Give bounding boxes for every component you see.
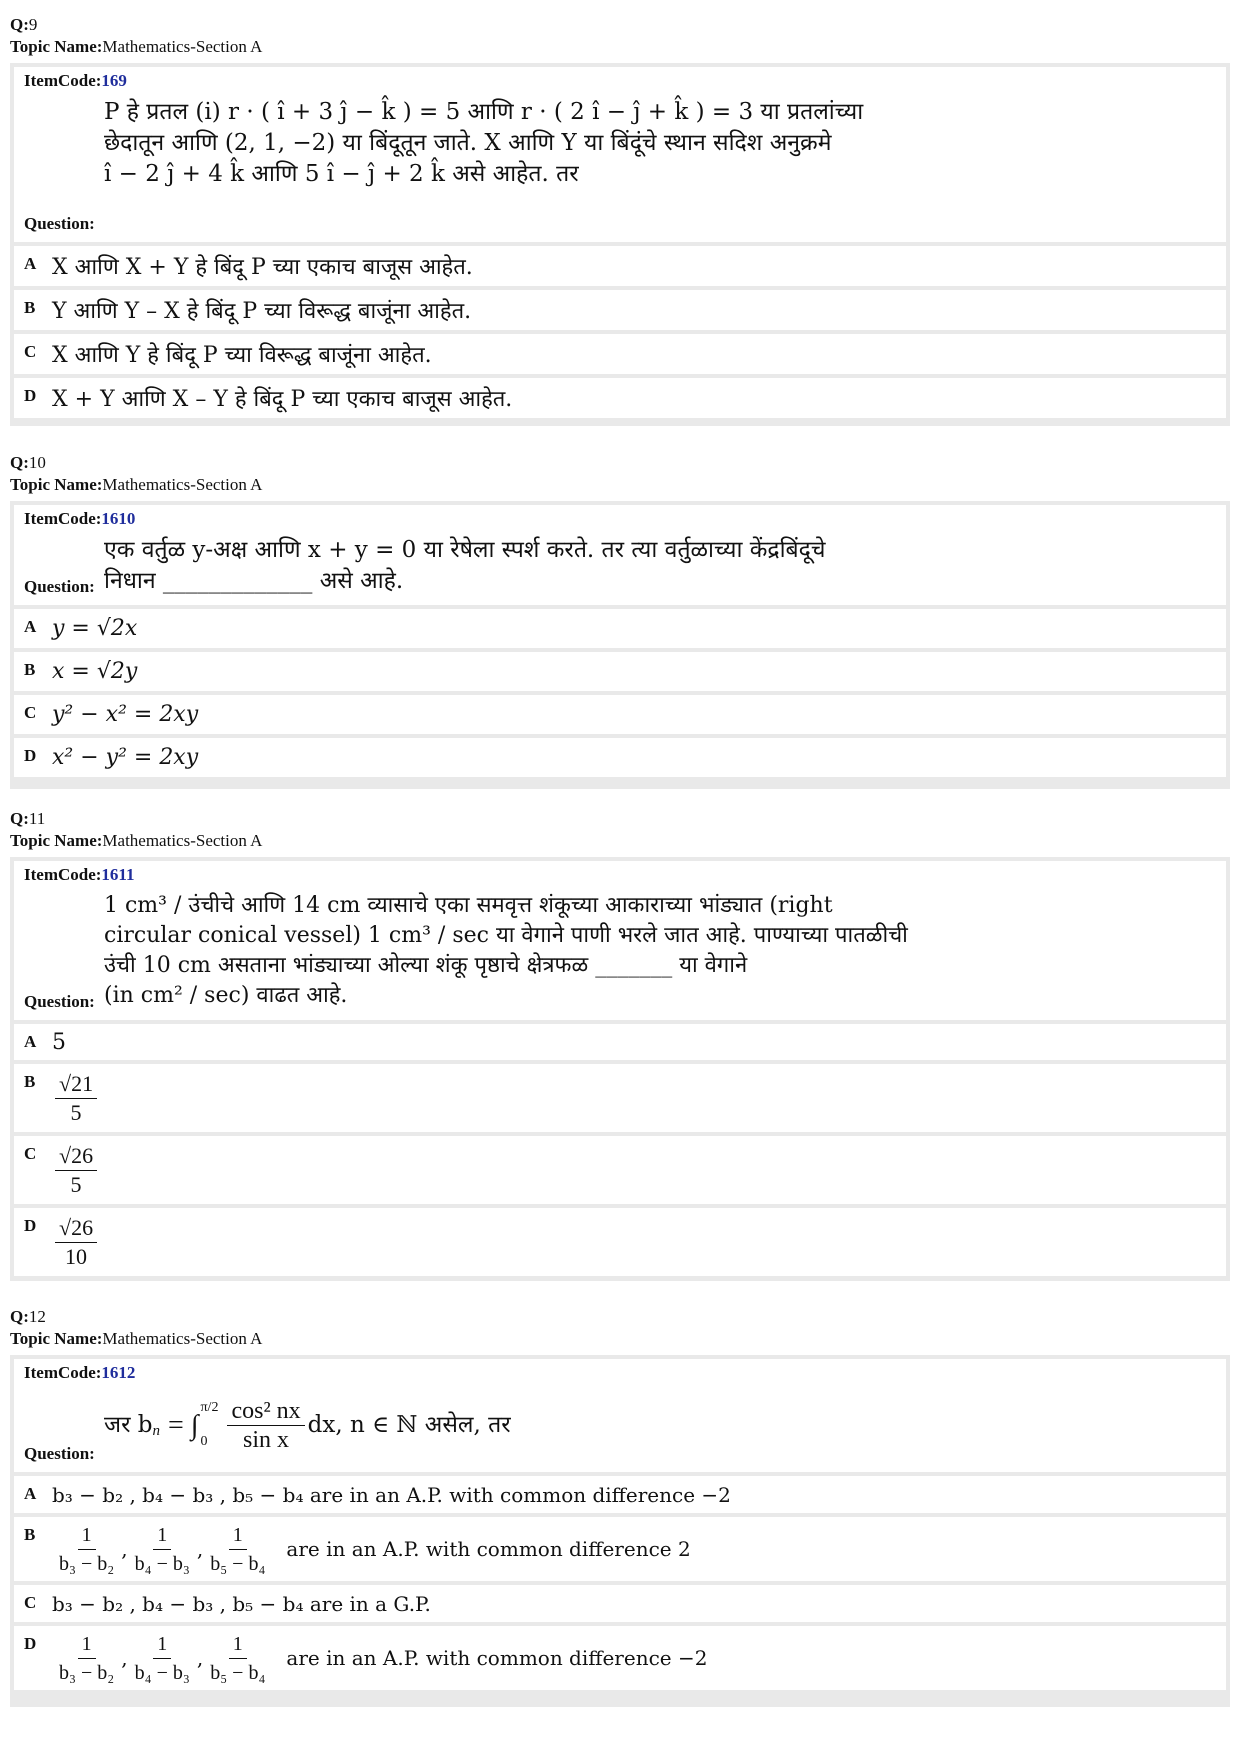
question-label: Question:: [24, 214, 95, 233]
option-a[interactable]: A b₃ − b₂ , b₄ − b₃ , b₅ − b₄ are in an A.P. with common difference −2: [14, 1476, 1226, 1513]
question-card: [10, 857, 1230, 1281]
question-card: [10, 63, 1230, 426]
question-header: Q:11 Topic Name:Mathematics-Section A: [10, 809, 263, 850]
option-b[interactable]: B Y आणि Y – X हे बिंदू P च्या विरूद्ध बाजूंना आहेत.: [14, 290, 1226, 330]
question-label: Question:: [24, 1444, 95, 1463]
question-card: [10, 501, 1230, 789]
fraction: $\frac{√26}{5}$: [55, 1142, 97, 1199]
option-a[interactable]: A y = √2x: [14, 609, 1226, 648]
topic-name: Mathematics-Section A: [102, 475, 263, 494]
option-b[interactable]: B x = √2y: [14, 652, 1226, 691]
topic-name: Mathematics-Section A: [102, 37, 263, 56]
question-header: Q:10 Topic Name:Mathematics-Section A: [10, 453, 263, 494]
item-code: ItemCode:1611: [24, 865, 135, 884]
question-header: Q:9 Topic Name:Mathematics-Section A: [10, 15, 263, 56]
option-b[interactable]: B $\frac{1}{\text{b₃ − b₂}}$ , $\frac{1}{\text{b₄ − b₃}}$ , $\frac{1}{\text{b₅ − b₄}}$ are in an A.P. with common difference 2: [14, 1517, 1226, 1581]
option-d[interactable]: D $\frac{√26}{10}$: [14, 1208, 1226, 1276]
question-label: Question:: [24, 577, 95, 596]
question-card: [10, 1355, 1230, 1707]
fraction: $\frac{√26}{10}$: [55, 1214, 97, 1271]
question-number: 12: [28, 1307, 46, 1326]
option-a[interactable]: A X आणि X + Y हे बिंदू P च्या एकाच बाजूस आहेत.: [14, 246, 1226, 286]
question-text: 1 cm³ / उंचीचे आणि 14 cm व्यासाचे एका समवृत्त शंकूच्या आकाराच्या भांड्यात (right circular conical vessel) 1 cm³ / sec या वेगाने पाणी भरले जात आहे. पाण्याच्या पातळीची उंची 10 cm असताना भांड्याच्या ओल्या शंकू पृष्ठाचे क्षेत्रफळ _______ या वेगाने (in cm² / sec) वाढत आहे.: [104, 893, 908, 1008]
fraction: $\frac{\text{cos² nx}}{\text{sin x}}$: [227, 1397, 304, 1454]
option-d[interactable]: D X + Y आणि X – Y हे बिंदू P च्या एकाच बाजूस आहेत.: [14, 378, 1226, 418]
option-c[interactable]: C b₃ − b₂ , b₄ − b₃ , b₅ − b₄ are in a G.P.: [14, 1585, 1226, 1622]
item-code: ItemCode:1610: [24, 509, 136, 528]
topic-name: Mathematics-Section A: [102, 831, 263, 850]
fraction: $\frac{√21}{5}$: [55, 1070, 97, 1127]
question-number: 10: [28, 453, 46, 472]
question-text: P हे प्रतल (i) r · ( î + 3 ĵ − k̂ ) = 5 आणि r · ( 2 î − ĵ + k̂ ) = 3 या प्रतलांच्या छेदातून आणि (2, 1, −2) या बिंदूतून जाते. X आणि Y या बिंदूंचे स्थान सदिश अनुक्रमे î − 2 ĵ + 4 k̂ आणि 5 î − ĵ + 2 k̂ असे आहेत. तर: [104, 99, 864, 187]
option-c[interactable]: C y² − x² = 2xy: [14, 695, 1226, 734]
option-c[interactable]: C X आणि Y हे बिंदू P च्या विरूद्ध बाजूंना आहेत.: [14, 334, 1226, 374]
question-number: 9: [28, 15, 38, 34]
option-a[interactable]: A 5: [14, 1024, 1226, 1060]
question-body: [14, 67, 1226, 242]
question-header: Q:12 Topic Name:Mathematics-Section A: [10, 1307, 263, 1348]
topic-name: Mathematics-Section A: [102, 1329, 263, 1348]
question-body: [14, 1359, 1226, 1472]
item-code: ItemCode:1612: [24, 1363, 136, 1382]
question-number: 11: [28, 809, 46, 828]
question-body: [14, 505, 1226, 605]
question-text: एक वर्तुळ y-अक्ष आणि x + y = 0 या रेषेला स्पर्श करते. तर त्या वर्तुळाच्या केंद्रबिंदूचे निधान _____________ असे आहे.: [104, 537, 826, 594]
option-b[interactable]: B $\frac{√21}{5}$: [14, 1064, 1226, 1132]
item-code: ItemCode:169: [24, 71, 127, 90]
question-body: [14, 861, 1226, 1020]
question-label: Question:: [24, 992, 95, 1011]
option-d[interactable]: D $\frac{1}{\text{b₃ − b₂}}$ , $\frac{1}{\text{b₄ − b₃}}$ , $\frac{1}{\text{b₅ − b₄}}$ are in an A.P. with common difference −2: [14, 1626, 1226, 1690]
question-text: जर b $_n$ = ∫ π/2 0 $\frac{\text{cos² nx}}{\text{sin x}}$ dx, n ∈ ℕ असेल, तर: [104, 1397, 511, 1453]
option-d[interactable]: D x² − y² = 2xy: [14, 738, 1226, 777]
option-c[interactable]: C $\frac{√26}{5}$: [14, 1136, 1226, 1204]
